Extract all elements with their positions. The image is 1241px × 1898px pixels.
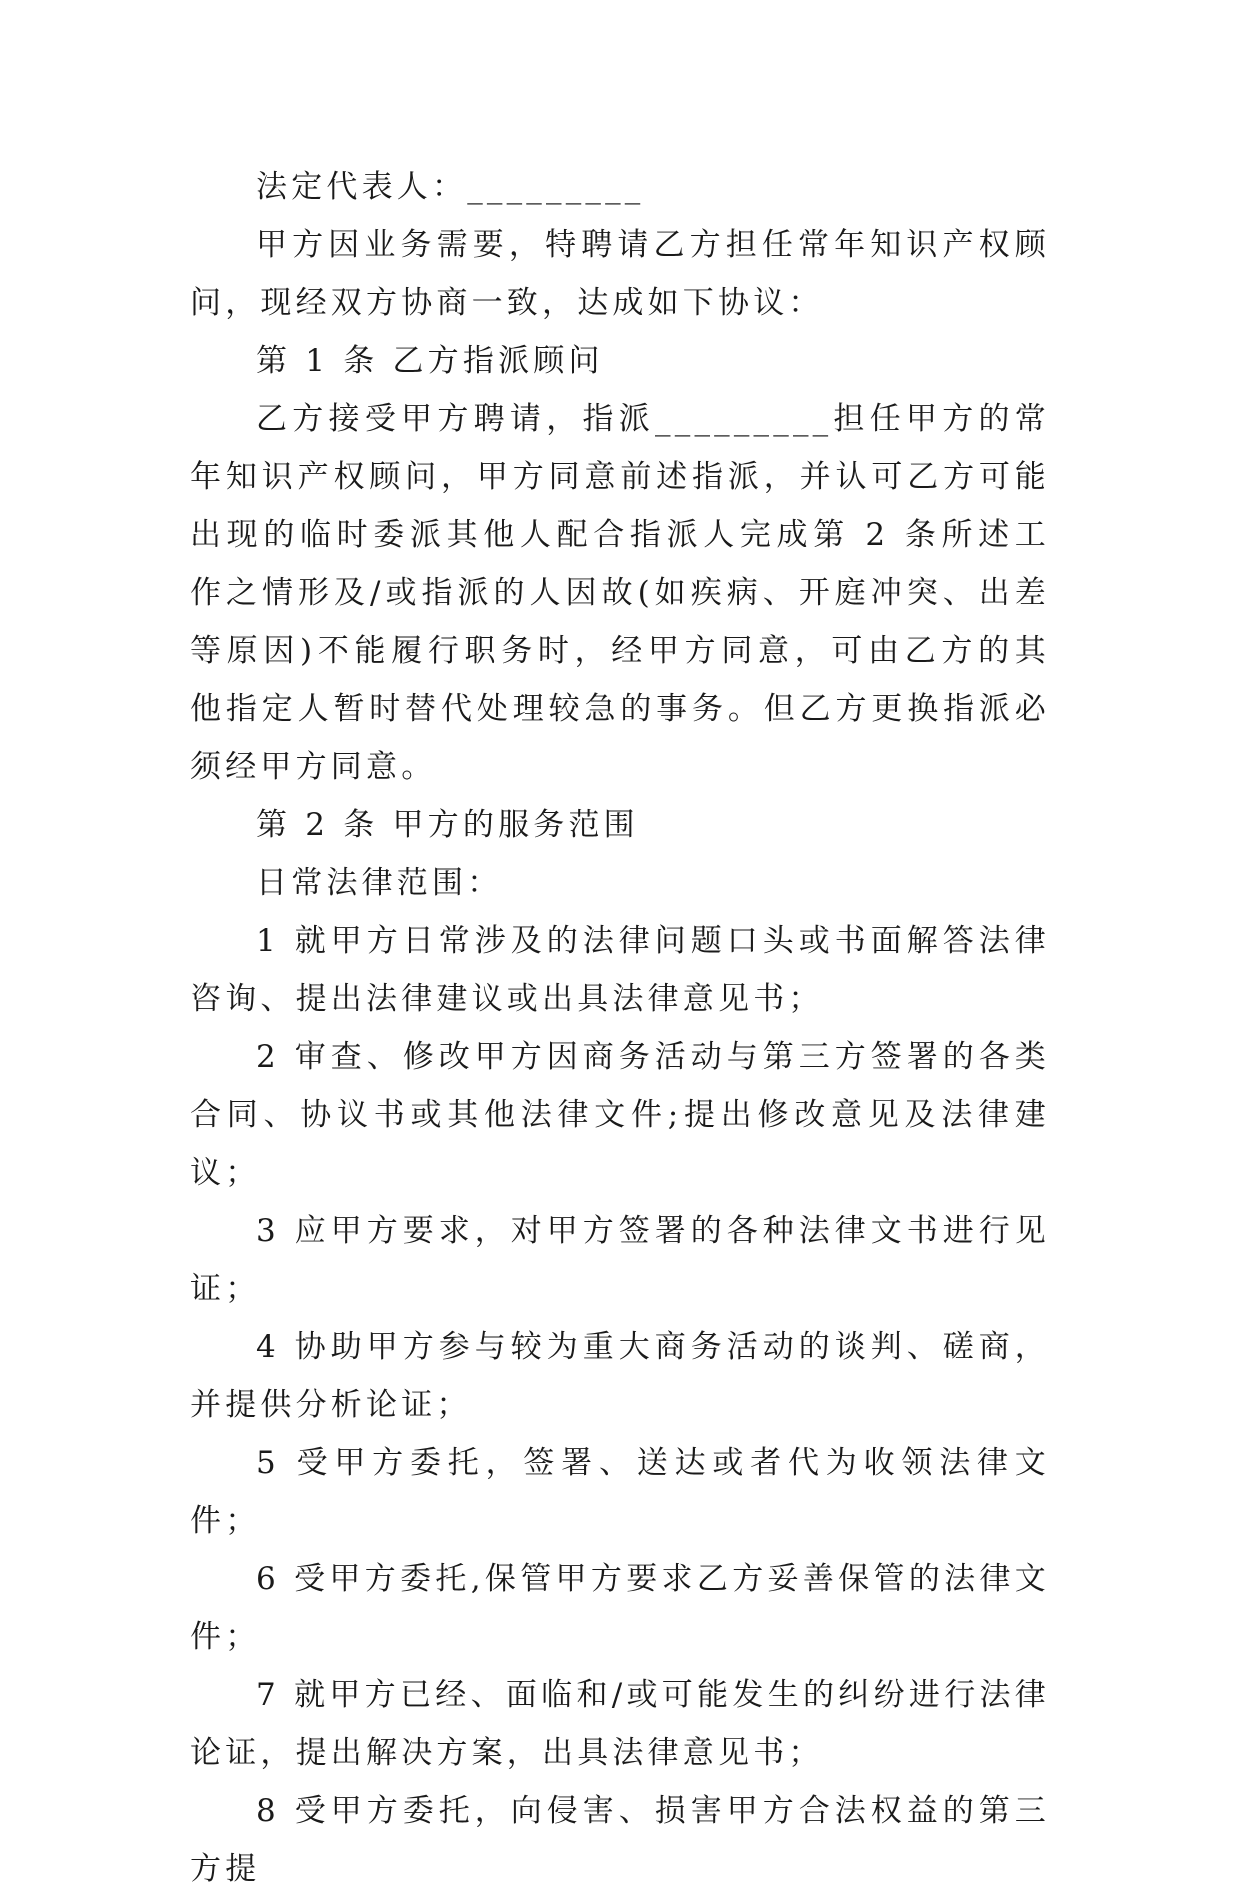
legal-representative-line: 法定代表人：_________ (256, 169, 645, 205)
scope-item-1: 1 就甲方日常涉及的法律问题口头或书面解答法律咨询、提出法律建议或出具法律意见书； (190, 923, 1050, 1017)
article-2-heading: 第 2 条 甲方的服务范围 (256, 807, 639, 843)
scope-item-5: 5 受甲方委托，签署、送达或者代为收领法律文件； (190, 1445, 1050, 1539)
scope-item-8: 8 受甲方委托，向侵害、损害甲方合法权益的第三方提 (190, 1793, 1050, 1887)
scope-item-3: 3 应甲方要求，对甲方签署的各种法律文书进行见证； (190, 1213, 1050, 1307)
scope-item-2: 2 审查、修改甲方因商务活动与第三方签署的各类合同、协议书或其他法律文件;提出修改意见及法律建议； (190, 1039, 1050, 1191)
article-1-heading: 第 1 条 乙方指派顾问 (256, 343, 604, 379)
scope-item-6: 6 受甲方委托,保管甲方要求乙方妥善保管的法律文件； (190, 1561, 1050, 1655)
scope-item-4: 4 协助甲方参与较为重大商务活动的谈判、磋商，并提供分析论证； (190, 1329, 1050, 1423)
document-body (190, 158, 1050, 1898)
scope-item-7: 7 就甲方已经、面临和/或可能发生的纠纷进行法律论证，提出解决方案，出具法律意见书； (190, 1677, 1050, 1771)
daily-legal-scope-heading: 日常法律范围： (256, 865, 503, 901)
intro-paragraph: 甲方因业务需要，特聘请乙方担任常年知识产权顾问，现经双方协商一致，达成如下协议： (190, 227, 1050, 321)
article-1-body: 乙方接受甲方聘请，指派_________担任甲方的常年知识产权顾问，甲方同意前述指派，并认可乙方可能出现的临时委派其他人配合指派人完成第 2 条所述工作之情形及/或指派的人因故(如疾病、开庭冲突、出差等原因)不能履行职务时，经甲方同意，可由乙方的其他指定人暂时替代处理较急的事务。但乙方更换指派必须经甲方同意。 (190, 401, 1050, 785)
